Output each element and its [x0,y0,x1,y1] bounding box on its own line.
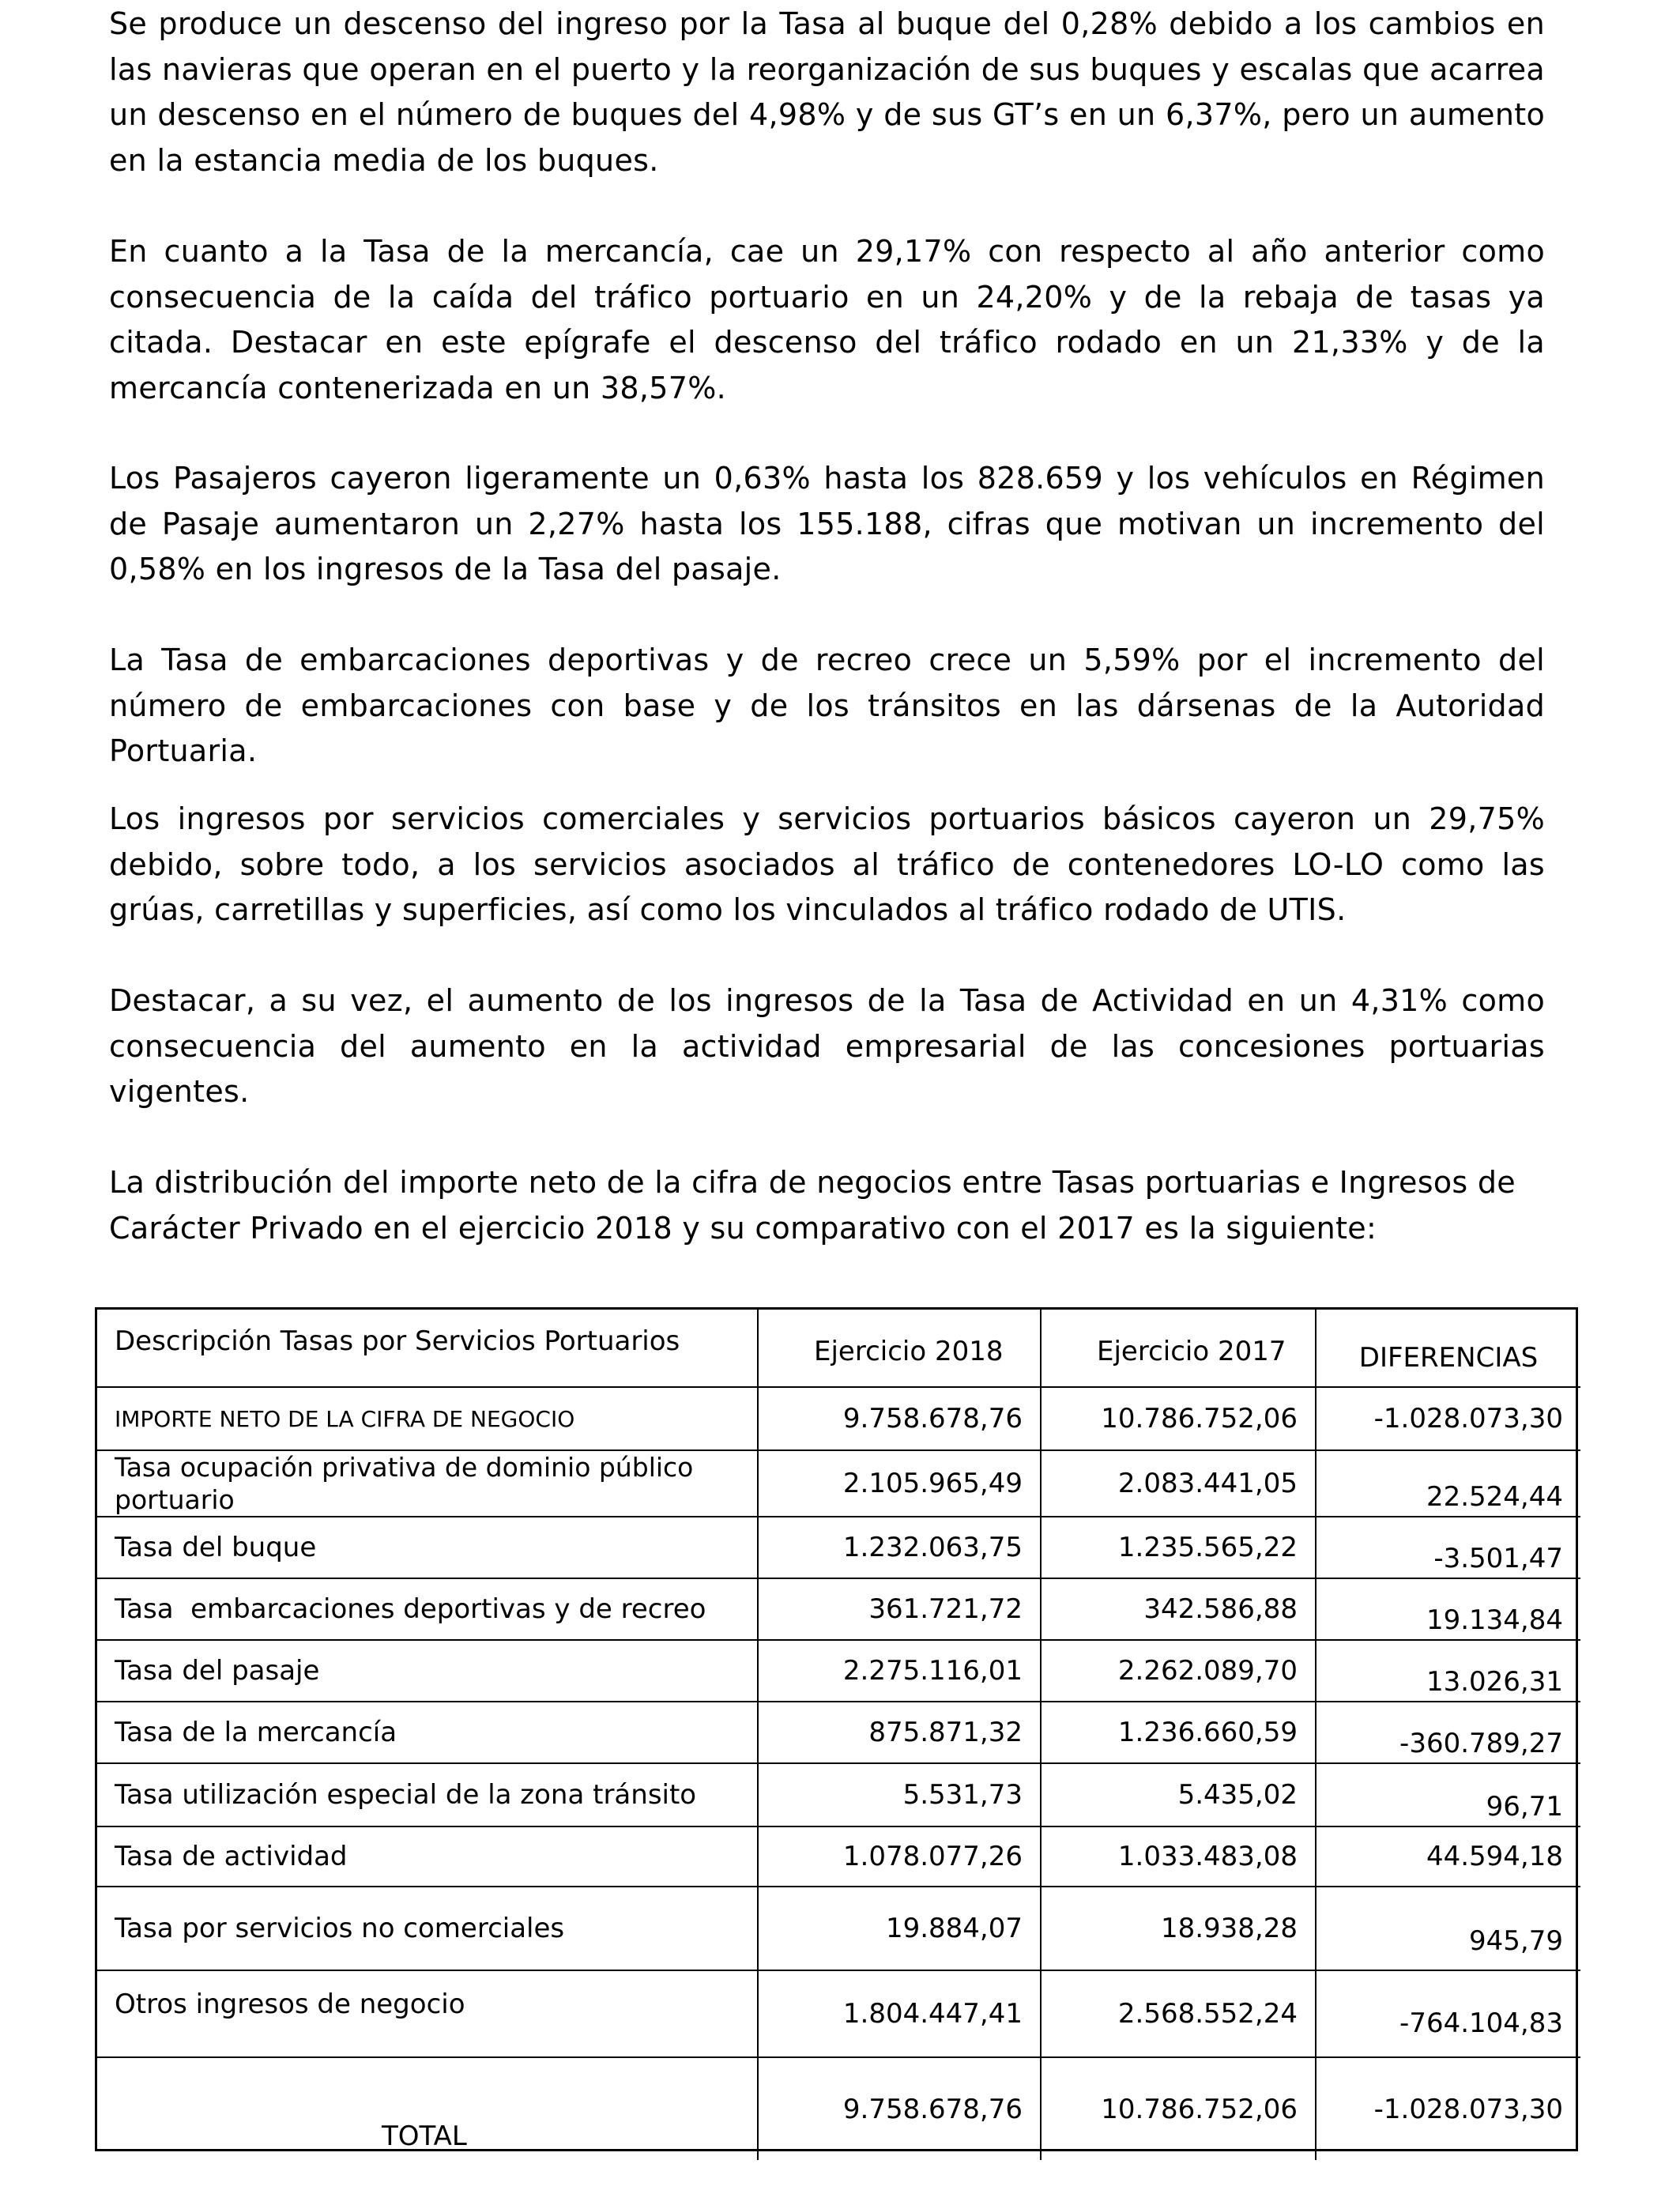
total-value-2017: 10.786.752,06 [1041,2057,1316,2160]
total-value-2018: 9.758.678,76 [758,2057,1041,2160]
table-row [97,1387,1580,1450]
table-row [97,1887,1580,1970]
paragraph-text: En cuanto a la Tasa de la mercancía, cae un 29,17% con respecto al año anterior como consecuencia de la caída del tráfico portuario en un 24,20% y de la rebaja de tasas ya citada. Destacar en este epígrafe el descenso del tráfico rodado en un 21,33% y de la mercancía contenerizada en un 38,57%. [109,234,1545,405]
row-description: Tasa del pasaje [97,1640,758,1702]
paragraph-embarcaciones [109,638,1545,775]
revenue-table [95,1307,1578,2151]
row-value-2017: 5.435,02 [1041,1763,1316,1826]
paragraph-servicios-comerciales [109,797,1545,933]
header-description: Descripción Tasas por Servicios Portuarios [97,1310,758,1387]
row-value-diff: -3.501,47 [1316,1517,1580,1578]
row-value-diff: 96,71 [1316,1763,1580,1826]
header-ejercicio-2018: Ejercicio 2018 [758,1310,1041,1387]
table-row [97,1450,1580,1517]
table-row [97,1702,1580,1763]
row-value-diff: 19.134,84 [1316,1578,1580,1640]
row-value-2018: 5.531,73 [758,1763,1041,1826]
row-value-2017: 342.586,88 [1041,1578,1316,1640]
row-value-2017: 10.786.752,06 [1041,1387,1316,1450]
row-value-diff: 13.026,31 [1316,1640,1580,1702]
row-value-2017: 1.235.565,22 [1041,1517,1316,1578]
paragraph-distribucion [109,1160,1545,1251]
row-description: Tasa ocupación privativa de dominio público portuario [97,1450,758,1517]
row-value-2018: 2.275.116,01 [758,1640,1041,1702]
table-row [97,1640,1580,1702]
row-value-2018: 1.078.077,26 [758,1826,1041,1887]
revenue-table-grid [97,1310,1580,2160]
paragraph-text: La distribución del importe neto de la cifra de negocios entre Tasas portuarias e Ingresos de Carácter Privado en el ejercicio 2018 y su comparativo con el 2017 es la siguiente: [109,1165,1516,1246]
row-value-diff: 44.594,18 [1316,1826,1580,1887]
table-row [97,1517,1580,1578]
row-value-2017: 2.568.552,24 [1041,1970,1316,2057]
row-description: Tasa del buque [97,1517,758,1578]
row-value-diff: -1.028.073,30 [1316,1387,1580,1450]
row-value-2018: 19.884,07 [758,1887,1041,1970]
row-description: Tasa de actividad [97,1826,758,1887]
table-header-row [97,1310,1580,1387]
row-value-2017: 18.938,28 [1041,1887,1316,1970]
total-value-diff: -1.028.073,30 [1316,2057,1580,2160]
paragraph-text: Los Pasajeros cayeron ligeramente un 0,63% hasta los 828.659 y los vehículos en Régimen de Pasaje aumentaron un 2,27% hasta los 155.188, cifras que motivan un incremento del 0,58% en los ingresos de la Tasa del pasaje. [109,461,1545,586]
row-value-diff: 22.524,44 [1316,1450,1580,1517]
table-row [97,1826,1580,1887]
paragraph-tasa-buque [109,2,1545,183]
paragraph-text: Los ingresos por servicios comerciales y servicios portuarios básicos cayeron un 29,75% debido, sobre todo, a los servicios asociados al tráfico de contenedores LO-LO como las grúas, carretillas y superficies, así como los vinculados al tráfico rodado de UTIS. [109,801,1545,927]
row-value-2018: 9.758.678,76 [758,1387,1041,1450]
row-value-2017: 1.033.483,08 [1041,1826,1316,1887]
paragraph-text: Destacar, a su vez, el aumento de los ingresos de la Tasa de Actividad en un 4,31% como consecuencia del aumento en la actividad empresarial de las concesiones portuarias vigentes. [109,983,1545,1109]
paragraph-tasa-actividad [109,978,1545,1115]
row-value-2018: 361.721,72 [758,1578,1041,1640]
row-value-diff: -764.104,83 [1316,1970,1580,2057]
header-ejercicio-2017: Ejercicio 2017 [1041,1310,1316,1387]
row-value-2018: 1.232.063,75 [758,1517,1041,1578]
row-description: Tasa por servicios no comerciales [97,1887,758,1970]
table-total-row [97,2057,1580,2160]
row-value-2017: 2.083.441,05 [1041,1450,1316,1517]
row-value-2018: 875.871,32 [758,1702,1041,1763]
row-value-diff: 945,79 [1316,1887,1580,1970]
row-value-2017: 1.236.660,59 [1041,1702,1316,1763]
paragraph-text: La Tasa de embarcaciones deportivas y de recreo crece un 5,59% por el incremento del número de embarcaciones con base y de los tránsitos en las dársenas de la Autoridad Portuaria. [109,643,1545,768]
paragraph-text: Se produce un descenso del ingreso por la Tasa al buque del 0,28% debido a los cambios en las navieras que operan en el puerto y la reorganización de sus buques y escalas que acarrea un descenso en el número de buques del 4,98% y de sus GT’s en un 6,37%, pero un aumento en la estancia media de los buques. [109,6,1545,178]
table-row [97,1578,1580,1640]
row-description: Tasa embarcaciones deportivas y de recreo [97,1578,758,1640]
row-value-2018: 1.804.447,41 [758,1970,1041,2057]
total-label: TOTAL [97,2057,758,2160]
row-value-2018: 2.105.965,49 [758,1450,1041,1517]
paragraph-tasa-mercancia [109,229,1545,411]
row-value-diff: -360.789,27 [1316,1702,1580,1763]
header-diferencias: DIFERENCIAS [1316,1310,1580,1387]
row-description: IMPORTE NETO DE LA CIFRA DE NEGOCIO [97,1387,758,1450]
table-row [97,1763,1580,1826]
table-row [97,1970,1580,2057]
paragraph-pasajeros [109,456,1545,593]
row-description: Tasa de la mercancía [97,1702,758,1763]
row-description: Tasa utilización especial de la zona tránsito [97,1763,758,1826]
row-value-2017: 2.262.089,70 [1041,1640,1316,1702]
row-description: Otros ingresos de negocio [97,1970,758,2057]
